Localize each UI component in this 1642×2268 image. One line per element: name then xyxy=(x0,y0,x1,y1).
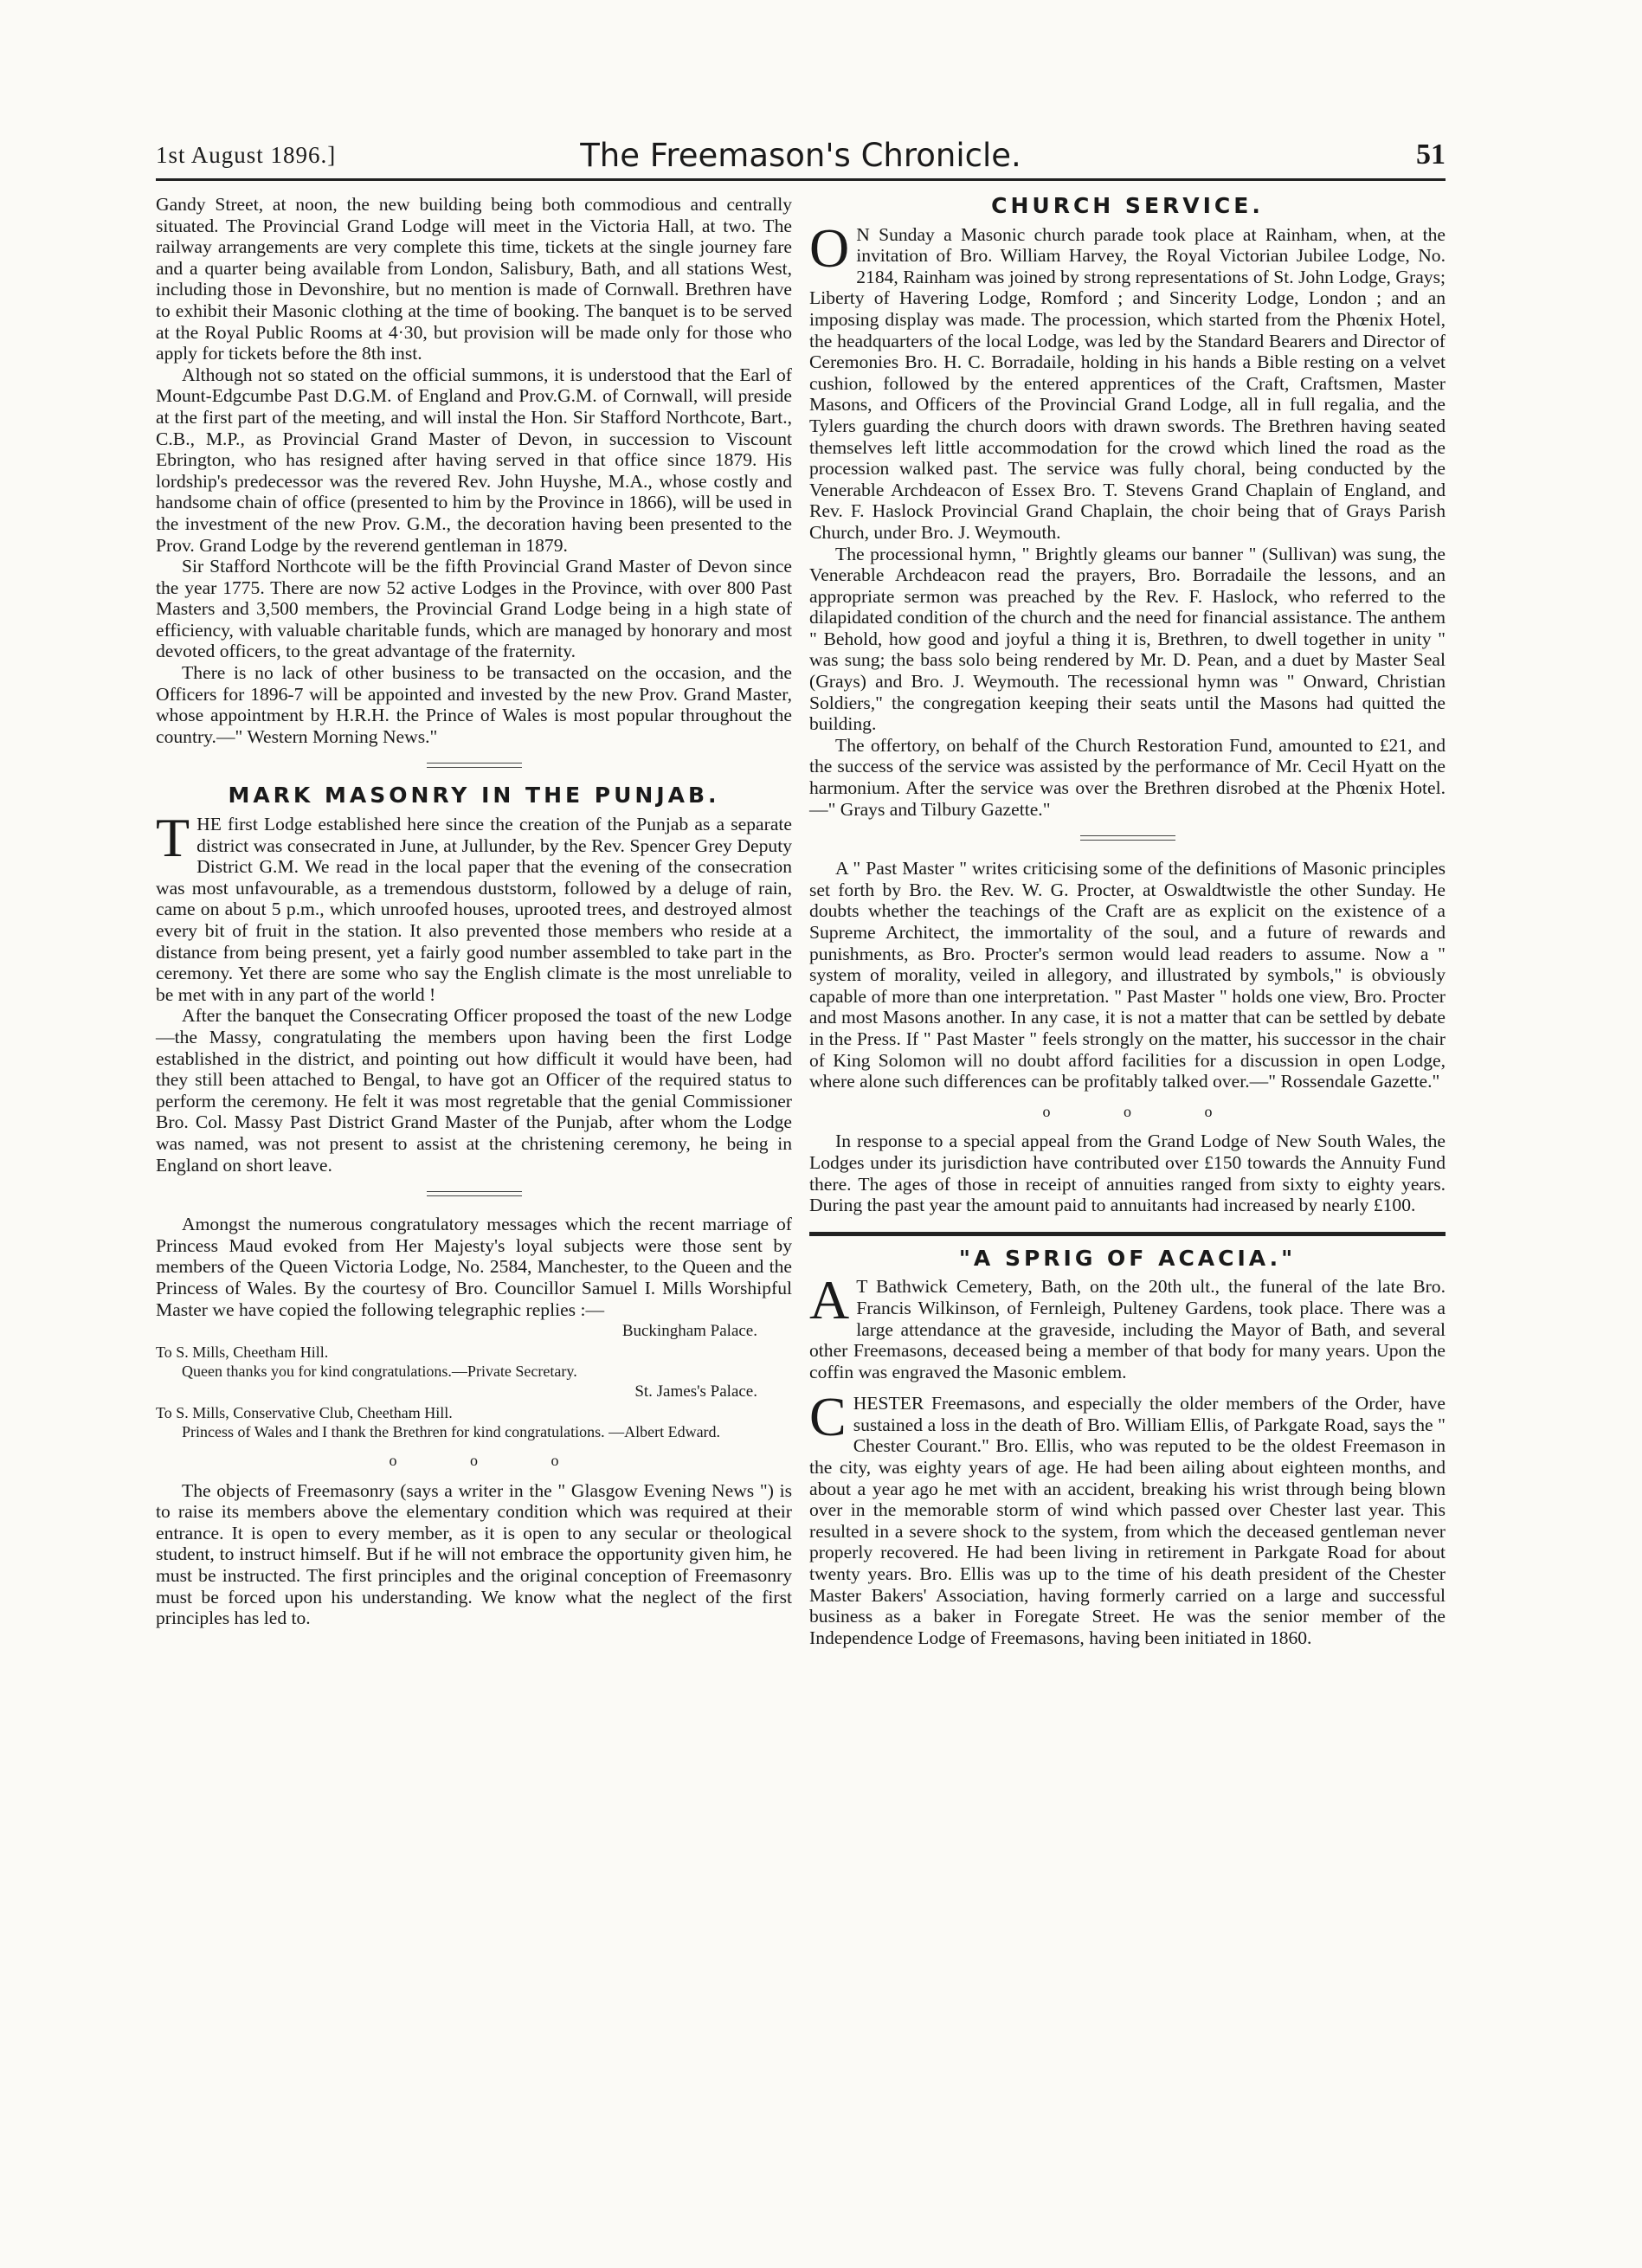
telegram-1-body: Queen thanks you for kind congratulations.—Private Secretary. xyxy=(182,1363,577,1381)
page-header xyxy=(156,137,1446,180)
telegram-1-recipient: To S. Mills, Cheetham Hill. xyxy=(156,1343,329,1362)
issue-date: 1st August 1896.] xyxy=(156,142,337,168)
past-master-paragraph: A " Past Master " writes criticising some of the definitions of Masonic principles set forth by Bro. the Rev. W. G. Procter, at Oswaldtwistle the other Sunday. He doubts whether the teachings of the Craft are as explicit on the existence of a Supreme Architect, the immortality of the soul, and a future of rewards and punishments, as Bro. Procter's sermon would lead readers to assume. Now a " system of morality, veiled in allegory, and illustrated by symbols," is obviously capable of more than one interpretation. " Past Master " holds one view, Bro. Procter and most Masons another. In any case, it is not a matter that can be settled by debate in the Press. If " Past Master " feels strongly on the matter, his successor in the chair of King Solomon will no doubt afford facilities for a discussion in open Lodge, where alone such differences can be profitably talked over.—" Rossendale Gazette." xyxy=(809,858,1446,1092)
devon-paragraph-2: Although not so stated on the official summons, it is understood that the Earl of Mount-Edgcumbe Past D.G.M. of England and Prov.G.M. of Cornwall, will preside at the first part of the meeting, and will instal the Hon. Sir Stafford Northcote, Bart., C.B., M.P., as Provincial Grand Master of Devon, in succession to Viscount Ebrington, who has resigned after having served in that office since 1879. His lordship's predecessor was the revered Rev. John Huyshe, M.A., whose costly and handsome chain of office (presented to him by the Province in 1866), will be used in the investment of the new Prov. G.M., the decoration having been presented to the Prov. Grand Lodge by the reverend gentleman in 1879. xyxy=(156,364,792,556)
church-service-heading: CHURCH SERVICE. xyxy=(991,193,1264,218)
new-south-wales-paragraph: In response to a special appeal from the Grand Lodge of New South Wales, the Lodges under its jurisdiction have contributed over £150 towards the Annuity Fund there. The ages of those in receipt of annuities ranged from sixty to eighty years. During the past year the amount paid to annuitants had increased by nearly £100. xyxy=(809,1131,1446,1216)
right-column xyxy=(809,194,1446,1648)
header-rule xyxy=(156,178,1446,181)
section-divider xyxy=(427,763,522,768)
page-number: 51 xyxy=(1416,139,1446,171)
church-service-paragraph-1: ON Sunday a Masonic church parade took place at Rainham, when, at the invitation of Bro. William Harvey, the Royal Victorian Jubilee Lodge, No. 2184, Rainham was joined by strong representations of St. John Lodge, Grays; Liberty of Havering Lodge, Romford ; and Sincerity Lodge, London ; and an imposing display was made. The procession, which started from the Phœnix Hotel, the headquarters of the local Lodge, was led by the Standard Bearers and Director of Ceremonies Bro. H. C. Borradaile, holding in his hands a Bible resting on a velvet cushion, followed by the entered apprentices of the Craft, Craftsmen, Master Masons, and Officers of the Provincial Grand Lodge, all in full regalia, and the Tylers guarding the church doors with drawn swords. The Brethren having seated themselves left little accommodation for the crowd which lined the road as the procession walked past. The service was fully choral, being conducted by the Venerable Archdeacon of Essex Bro. T. Stevens Grand Chaplain of England, and Rev. F. Haslock Provincial Grand Chaplain, the choir being that of Grays Parish Church, under Bro. J. Weymouth. xyxy=(809,216,1446,543)
telegram-2-recipient: To S. Mills, Conservative Club, Cheetham Hill. xyxy=(156,1404,453,1422)
ornament-dots: o o o xyxy=(1042,1102,1247,1120)
princess-maud-paragraph: Amongst the numerous congratulatory messages which the recent marriage of Princess Maud evoked from Her Majesty's loyal subjects were those sent by members of the Queen Victoria Lodge, No. 2584, Manchester, to the Queen and the Princess of Wales. By the courtesy of Bro. Councillor Samuel I. Mills Worshipful Master we have copied the following telegraphic replies :— xyxy=(156,1214,792,1320)
acacia-heading: "A SPRIG OF ACACIA." xyxy=(958,1245,1297,1271)
church-service-paragraph-3: The offertory, on behalf of the Church Restoration Fund, amounted to £21, and the success of the service was assisted by the performance of Mr. Cecil Hyatt on the harmonium. After the service was over the Brethren disrobed at the Phœnix Hotel. —" Grays and Tilbury Gazette." xyxy=(809,734,1446,820)
church-service-paragraph-2: The processional hymn, " Brightly gleams our banner " (Sullivan) was sung, the Venerable Archdeacon read the prayers, Bro. Borradaile the lessons, and an appropriate sermon was preached by the Rev. F. Haslock, who referred to the dilapidated condition of the church and the need for financial assistance. The anthem " Behold, how good and joyful a thing it is, Brethren, to dwell together in unity " was sung; the bass solo being rendered by Mr. D. Pean, and a duet by Master Seal (Grays) and Bro. J. Weymouth. The recessional hymn was " Onward, Christian Soldiers," the congregation keeping their seats until the Masons had quitted the building. xyxy=(809,543,1446,735)
mark-masonry-paragraph-2: After the banquet the Consecrating Officer proposed the toast of the new Lodge—the Massy, congratulating the members upon having been the first Lodge established in the district, and pointing out how difficult it would have been, had they still been attached to Bengal, to have got an Officer of the required status to perform the ceremony. He felt it was most regretable that the genial Commissioner Bro. Col. Massy Past District Grand Master of the Punjab, after whom the Lodge was named, was not present to assist at the christening ceremony, he being in England on short leave. xyxy=(156,1005,792,1176)
telegram-2-body: Princess of Wales and I thank the Brethren for kind congratulations. —Albert Edward. xyxy=(182,1423,721,1441)
devon-paragraph-1: Gandy Street, at noon, the new building being both commodious and centrally situated. The Provincial Grand Lodge will meet in the Victoria Hall, at two. The railway arrangements are very complete this time, tickets at the single journey fare and a quarter being available from London, Salisbury, Bath, and all stations West, including those in Devonshire, but no mention is made of Cornwall. Brethren have to exhibit their Masonic clothing at the time of booking. The banquet is to be served at the Royal Public Rooms at 4·30, but provision will be made only for those who apply for tickets before the 8th inst. xyxy=(156,194,792,364)
masthead-title: The Freemason's Chronicle. xyxy=(580,137,1021,174)
telegram-1-place: Buckingham Palace. xyxy=(621,1322,757,1341)
section-divider xyxy=(427,1191,522,1196)
acacia-paragraph-1: AT Bathwick Cemetery, Bath, on the 20th ult., the funeral of the late Bro. Francis Wilkinson, of Fernleigh, Pulteney Gardens, took place. There was a large attendance at the graveside, including the Mayor of Bath, and several other Freemasons, deceased being a member of that body for many years. Upon the coffin was engraved the Masonic emblem. xyxy=(809,1269,1446,1382)
acacia-paragraph-2: CHESTER Freemasons, and especially the older members of the Order, have sustained a loss in the death of Bro. William Ellis, of Parkgate Road, says the " Chester Courant." Bro. Ellis, who was reputed to be the oldest Freemason in the city, was eighty years of age. He had been ailing about eighteen months, and about a year ago he met with an accident, breaking his wrist through being blown over in the memorable storm of wind which passed over Chester last year. This resulted in a severe shock to the system, from which the deceased gentleman never properly recovered. He had been living in retirement in Parkgate Road for about twenty years. Bro. Ellis was up to the time of his death president of the Chester Master Bakers' Association, having formerly carried on a large and successful business as a baker in Foregate Street. He was the senior member of the Independence Lodge of Freemasons, having been initiated in 1860. xyxy=(809,1386,1446,1648)
heavy-rule xyxy=(809,1232,1446,1236)
mark-masonry-heading: MARK MASONRY IN THE PUNJAB. xyxy=(228,783,720,809)
left-column xyxy=(156,194,792,1629)
mark-masonry-paragraph-1: THE first Lodge established here since the creation of the Punjab as a separate district was consecrated in June, at Jullunder, by the Rev. Spencer Grey Deputy District G.M. We read in the local paper that the evening of the consecration was most unfavourable, as a tremendous duststorm, followed by a deluge of rain, came on about 5 p.m., which unroofed houses, uprooted trees, and destroyed almost every bit of fruit in the station. It also prevented those members who reside at a distance from being present, yet a fairly good number assembled to take part in the ceremony. Yet there are some who say the English climate is the most unreliable to be met with in any part of the world ! xyxy=(156,807,792,1005)
devon-paragraph-3: Sir Stafford Northcote will be the fifth Provincial Grand Master of Devon since the year 1775. There are now 52 active Lodges in the Province, with over 800 Past Masters and 3,500 members, the Provincial Grand Lodge being in a high state of efficiency, with valuable charitable funds, which are managed by honorary and most devoted officers, to the great advantage of the fraternity. xyxy=(156,556,792,662)
objects-of-freemasonry-paragraph: The objects of Freemasonry (says a writer in the " Glasgow Evening News ") is to raise its members above the elementary condition which was required at their entrance. It is open to every member, as it is open to any secular or theological student, to instruct himself. But if he will not embrace the opportunity given him, he must be instructed. The first principles and the original conception of Freemasonry must be forced upon his understanding. We know what the neglect of the first principles has led to. xyxy=(156,1479,792,1629)
ornament-dots: o o o xyxy=(389,1452,594,1470)
devon-paragraph-4: There is no lack of other business to be transacted on the occasion, and the Officers for 1896-7 will be appointed and invested by the new Prov. Grand Master, whose appointment by H.R.H. the Prince of Wales is most popular throughout the country.—" Western Morning News." xyxy=(156,662,792,747)
section-divider xyxy=(1080,835,1175,841)
telegram-2-place: St. James's Palace. xyxy=(634,1382,757,1401)
